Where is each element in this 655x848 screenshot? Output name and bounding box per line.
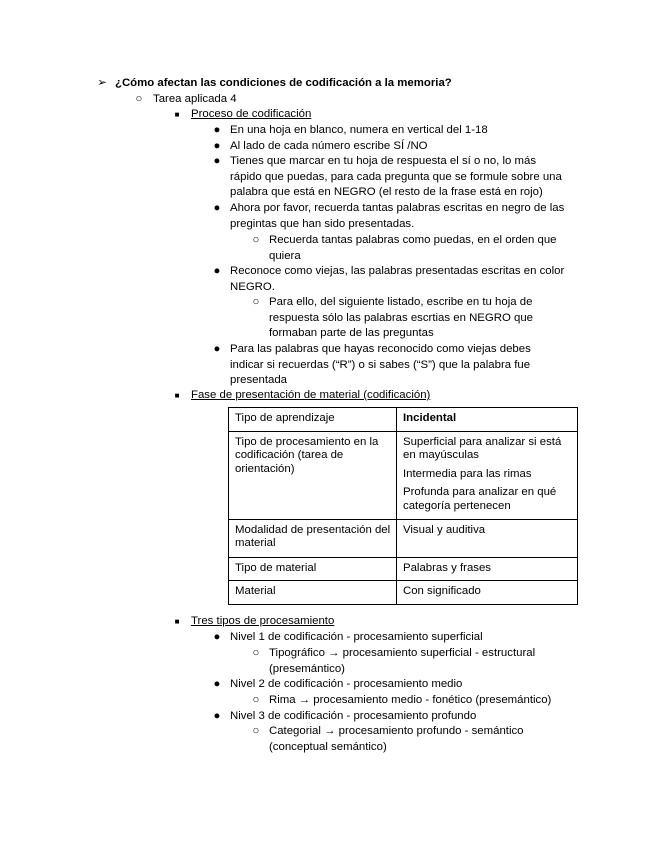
table-row: Modalidad de presentación del material Visual y auditiva bbox=[229, 519, 578, 557]
table-row: Tipo de aprendizaje Incidental bbox=[229, 408, 578, 432]
table-row: Material Con significado bbox=[229, 581, 578, 605]
dot-bullet-icon: ● bbox=[213, 140, 221, 152]
list-item: Nivel 1 de codificación - procesamiento superficial bbox=[230, 631, 483, 643]
dot-bullet-icon: ● bbox=[213, 202, 221, 214]
square-bullet-icon: ■ bbox=[174, 110, 180, 119]
table-row: Tipo de procesamiento en la codificación (tarea de orientación) Superficial para analizar si está en mayúsculas Intermedia para las rimas Profunda para analizar en qué categoría pertenecen bbox=[229, 431, 578, 519]
sub-list-item: Para ello, del siguiente listado, escribe en tu hoja de respuesta sólo las palabras escrtias en NEGRO que formaban parte de las preguntas bbox=[269, 296, 534, 340]
dot-bullet-icon: ● bbox=[213, 678, 221, 690]
dot-bullet-icon: ● bbox=[213, 265, 221, 277]
sub-list-item: Tipográfico → procesamiento superficial - estructural (presemántico) bbox=[269, 647, 536, 675]
circle-bullet-icon: ○ bbox=[252, 296, 260, 308]
sub-list-item: Recuerda tantas palabras como puedas, en el orden que quiera bbox=[269, 234, 557, 262]
list-item: Reconoce como viejas, las palabras presentadas escritas en color NEGRO. bbox=[230, 265, 565, 293]
square-bullet-icon: ■ bbox=[174, 391, 180, 400]
task-label: Tarea aplicada 4 bbox=[153, 93, 237, 105]
circle-bullet-icon: ○ bbox=[252, 694, 260, 706]
circle-bullet-icon: ○ bbox=[252, 234, 260, 246]
list-item: Al lado de cada número escribe SÍ /NO bbox=[230, 140, 428, 152]
sub-list-item: Categorial → procesamiento profundo - semántico (conceptual semántico) bbox=[269, 725, 524, 753]
encoding-table bbox=[228, 407, 578, 605]
table-row: Tipo de material Palabras y frases bbox=[229, 557, 578, 581]
circle-bullet-icon: ○ bbox=[252, 725, 260, 737]
main-heading: ¿Cómo afectan las condiciones de codificación a la memoria? bbox=[115, 77, 452, 89]
dot-bullet-icon: ● bbox=[213, 710, 221, 722]
list-item: Para las palabras que hayas reconocido como viejas debes indicar si recuerdas (“R”) o si sabes (“S”) que la palabra fue presentada bbox=[230, 343, 531, 387]
list-item: Nivel 3 de codificación - procesamiento profundo bbox=[230, 710, 477, 722]
list-item: Nivel 2 de codificación - procesamiento medio bbox=[230, 678, 463, 690]
list-item: Ahora por favor, recuerda tantas palabras escritas en negro de las pregintas que han sido presentadas. bbox=[230, 202, 565, 230]
dot-bullet-icon: ● bbox=[213, 631, 221, 643]
section-title-fase: Fase de presentación de material (codificación) bbox=[191, 389, 431, 401]
section-title-tres: Tres tipos de procesamiento bbox=[191, 615, 335, 627]
circle-bullet-icon: ○ bbox=[252, 647, 260, 659]
arrow-bullet-icon: ➢ bbox=[97, 77, 107, 89]
list-item: Tienes que marcar en tu hoja de respuesta el sí o no, lo más rápido que puedas, para cada pregunta que se formule sobre una palabra que está en NEGRO (el resto de la frase está en rojo) bbox=[230, 155, 562, 199]
circle-bullet-icon: ○ bbox=[135, 93, 143, 105]
section-title-proceso: Proceso de codificación bbox=[191, 108, 312, 120]
sub-list-item: Rima → procesamiento medio - fonético (presemántico) bbox=[269, 694, 552, 706]
dot-bullet-icon: ● bbox=[213, 124, 221, 136]
dot-bullet-icon: ● bbox=[213, 343, 221, 355]
dot-bullet-icon: ● bbox=[213, 155, 221, 167]
square-bullet-icon: ■ bbox=[174, 617, 180, 626]
list-item: En una hoja en blanco, numera en vertical del 1-18 bbox=[230, 124, 488, 136]
